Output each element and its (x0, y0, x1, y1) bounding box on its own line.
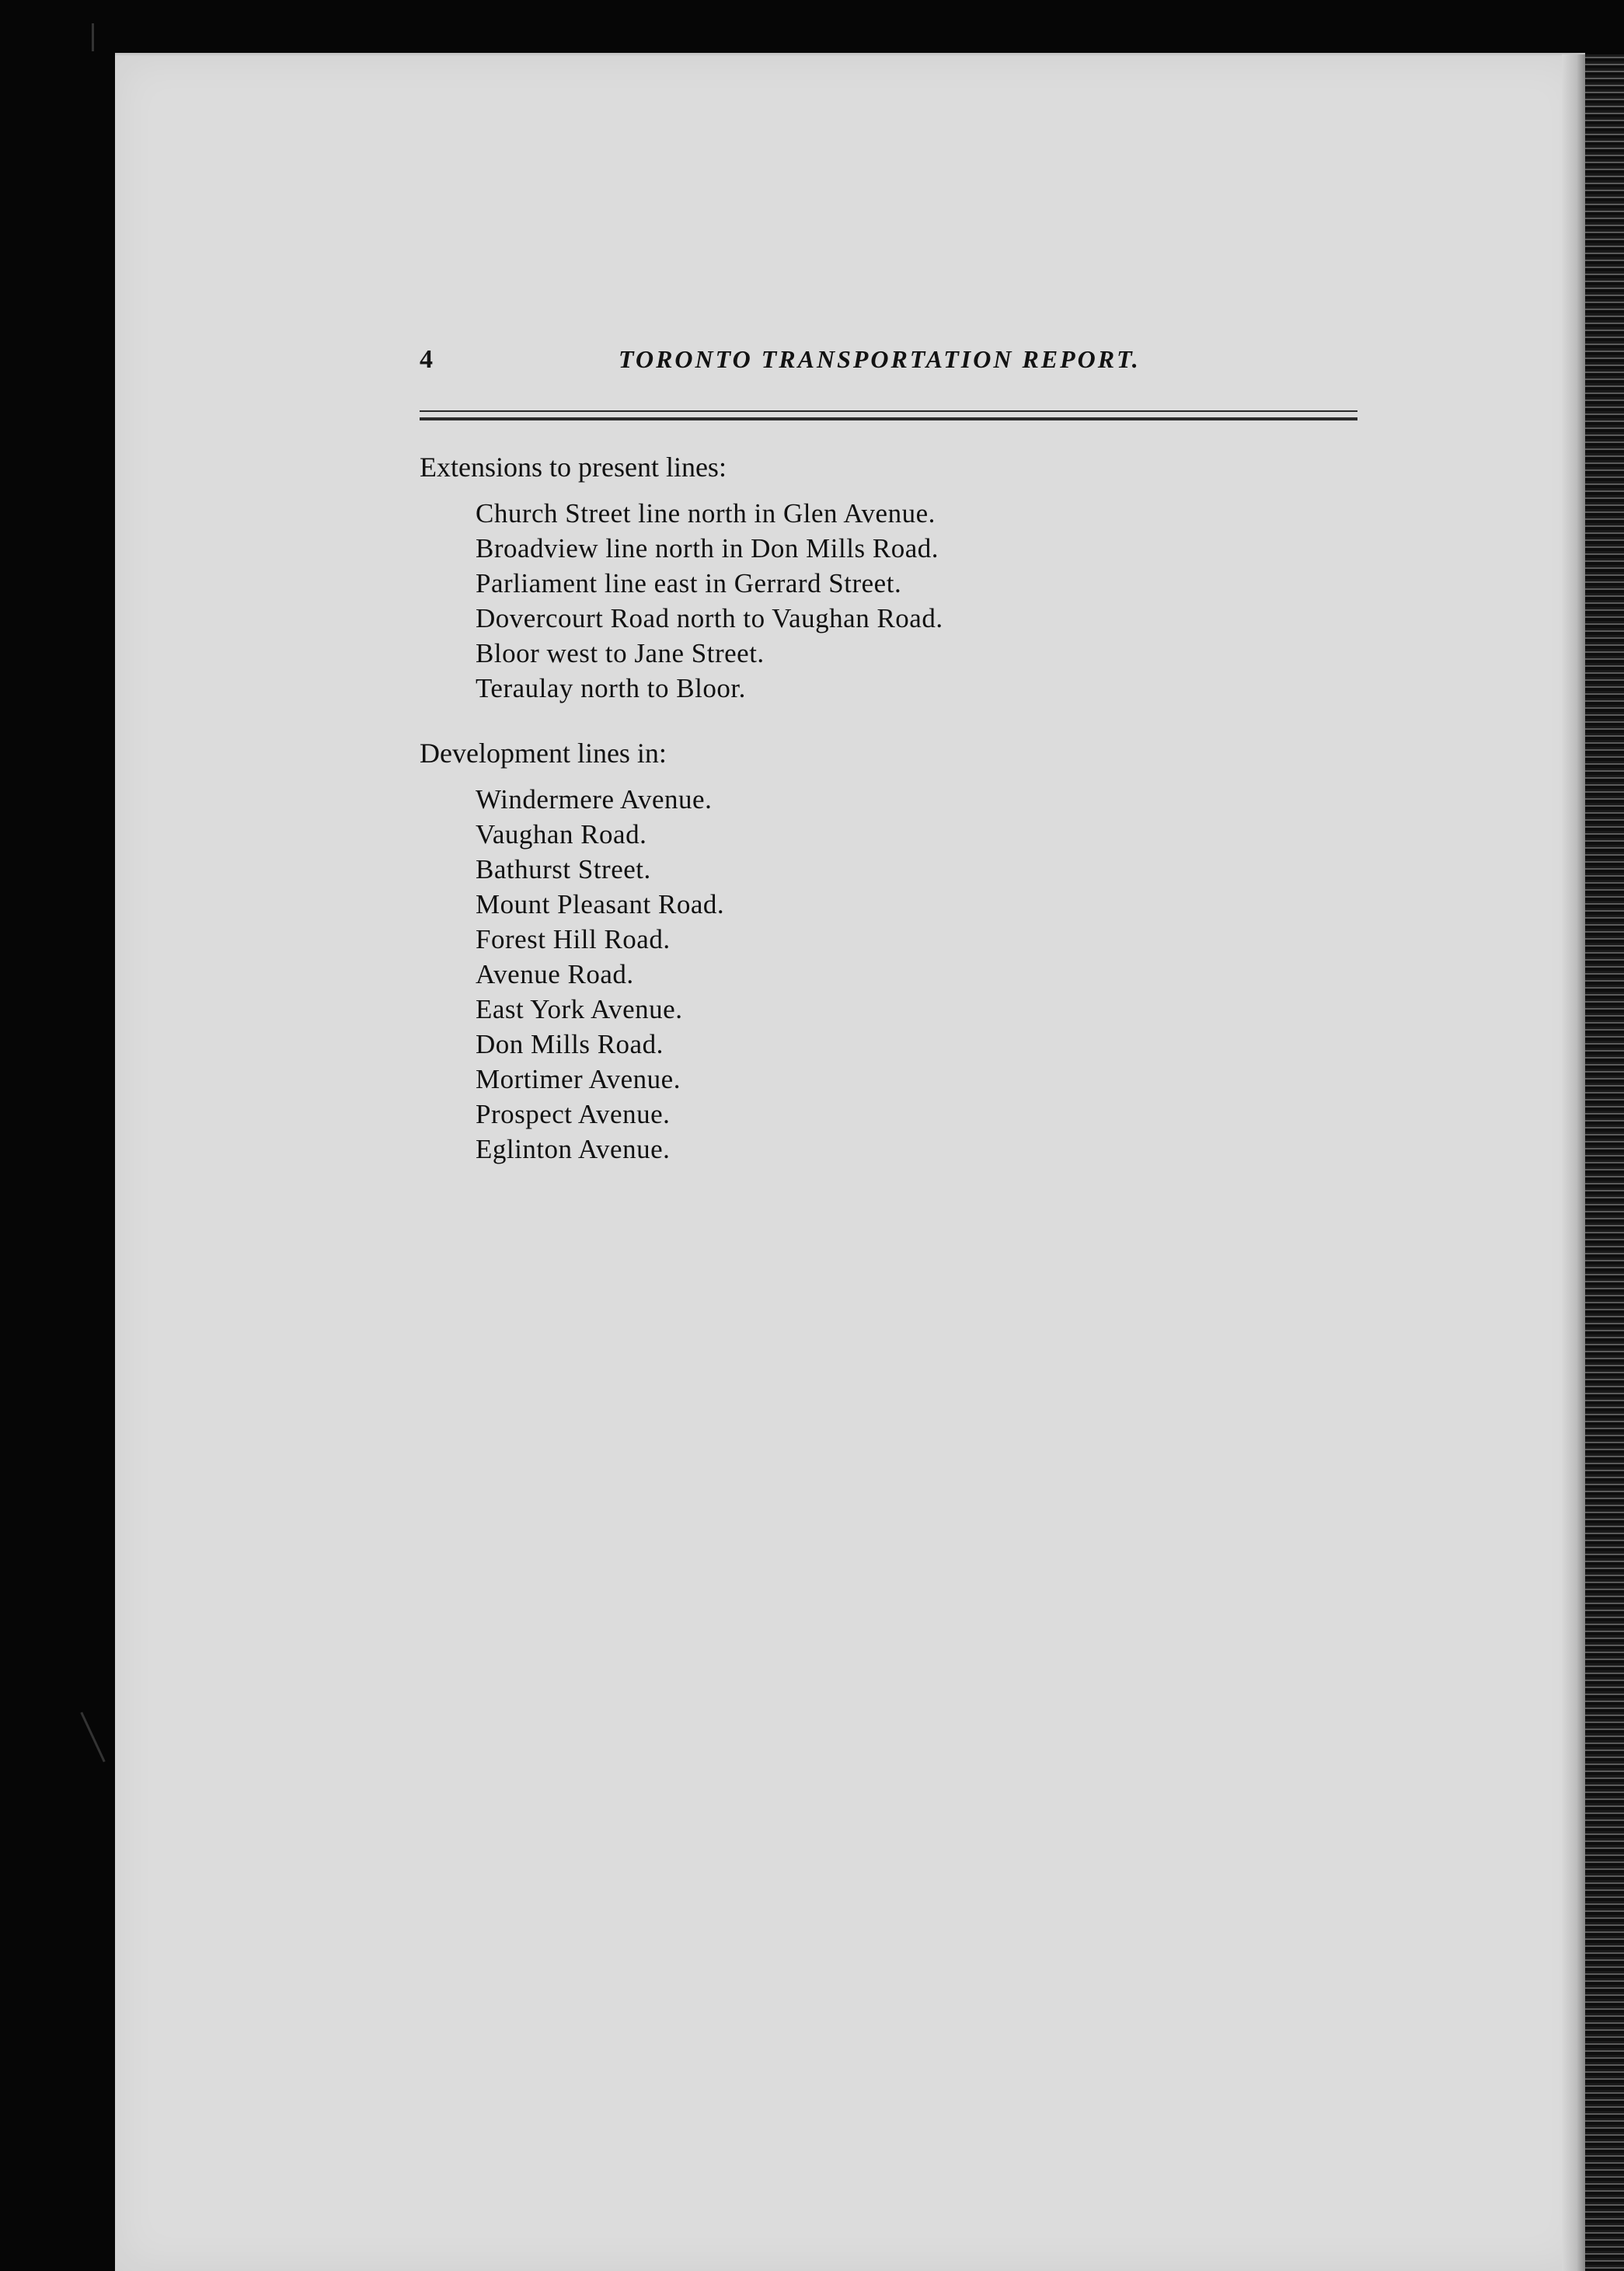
list-item: Forest Hill Road. (476, 924, 671, 954)
page-body (420, 449, 1430, 1167)
list-item: East York Avenue. (476, 994, 683, 1024)
book-spine (1585, 54, 1624, 2271)
list-item: Dovercourt Road north to Vaughan Road. (476, 603, 943, 633)
section-heading: Extensions to present lines: (420, 452, 727, 483)
list-item: Prospect Avenue. (476, 1099, 671, 1129)
list-item: Bathurst Street. (476, 854, 651, 884)
header-rule-thick (420, 417, 1357, 420)
list-item: Vaughan Road. (476, 819, 647, 849)
development-list (476, 782, 1430, 1167)
list-item: Parliament line east in Gerrard Street. (476, 568, 902, 598)
page-right-edge-shadow (1562, 54, 1587, 2271)
running-head (420, 345, 1360, 384)
section-extensions (420, 449, 1430, 706)
list-item: Church Street line north in Glen Avenue. (476, 498, 936, 529)
scan-artifact-mark (92, 23, 94, 51)
extensions-list (476, 496, 1430, 706)
section-development (420, 735, 1430, 1167)
list-item: Mortimer Avenue. (476, 1064, 681, 1094)
page-top-edge (115, 53, 1585, 57)
list-item: Bloor west to Jane Street. (476, 638, 765, 668)
list-item: Don Mills Road. (476, 1029, 664, 1059)
list-item: Broadview line north in Don Mills Road. (476, 533, 939, 563)
list-item: Mount Pleasant Road. (476, 889, 725, 919)
list-item: Teraulay north to Bloor. (476, 673, 746, 703)
running-title: TORONTO TRANSPORTATION REPORT. (619, 345, 1141, 373)
list-item: Eglinton Avenue. (476, 1134, 671, 1164)
header-rule-thin (420, 410, 1357, 412)
page-number: 4 (420, 345, 433, 374)
list-item: Avenue Road. (476, 959, 634, 989)
section-heading: Development lines in: (420, 738, 667, 769)
list-item: Windermere Avenue. (476, 784, 713, 815)
